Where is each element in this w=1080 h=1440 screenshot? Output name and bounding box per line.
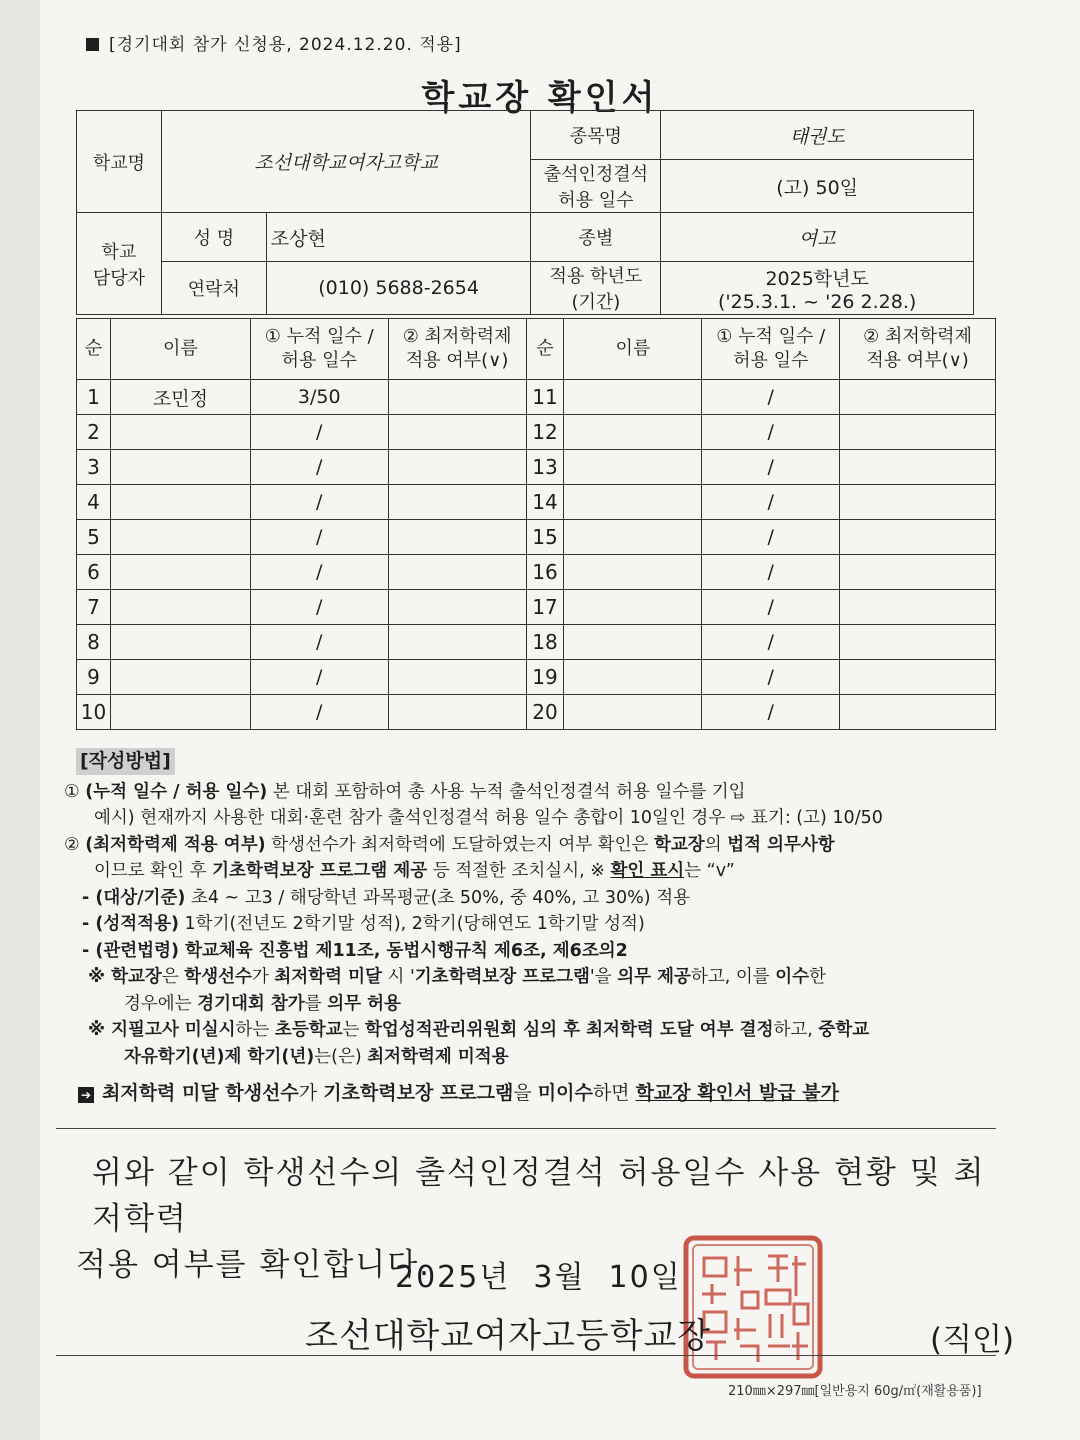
row-check	[388, 590, 526, 625]
signer-name: 조선대학교여자고등학교장	[305, 1316, 712, 1356]
row-check	[840, 660, 996, 695]
note-2-line2: 자유학기(년)제 학기(년)는(은) 최저학력제 미적용	[124, 1046, 509, 1067]
row-number: 12	[526, 415, 564, 450]
row-name	[110, 625, 250, 660]
division-label: 종별	[531, 213, 661, 262]
row-days: /	[702, 415, 840, 450]
contact-value: (010) 5688-2654	[266, 262, 531, 315]
seal-label: (직인)	[930, 1322, 1015, 1358]
row-name	[564, 415, 702, 450]
instruction-1-example: 예시) 현재까지 사용한 대회·훈련 참가 출석인정결석 허용 일수 총합이 10일인 경우 ⇨ 표기: (고) 10/50	[94, 808, 883, 828]
col-name: 이름	[110, 319, 250, 380]
row-number: 9	[77, 660, 111, 695]
row-number: 19	[526, 660, 564, 695]
table-row	[77, 520, 996, 555]
year-value: 2025학년도 ('25.3.1. ~ '26 2.28.)	[661, 262, 974, 315]
instruction-2-line2: 이므로 확인 후 기초학력보장 프로그램 제공 등 적절한 조치실시, ※ 확인 표시는 “v”	[94, 861, 735, 881]
row-days: /	[702, 485, 840, 520]
row-number: 10	[77, 695, 111, 730]
row-check	[388, 695, 526, 730]
row-number: 8	[77, 625, 111, 660]
name-value: 조상현	[266, 213, 531, 262]
row-number: 1	[77, 380, 111, 415]
absence-label: 출석인정결석 허용 일수	[531, 160, 661, 213]
row-number: 7	[77, 590, 111, 625]
col-seq: 순	[526, 319, 564, 380]
row-days: /	[250, 520, 388, 555]
row-days: /	[702, 590, 840, 625]
bottom-divider	[56, 1355, 996, 1356]
row-number: 17	[526, 590, 564, 625]
row-number: 6	[77, 555, 111, 590]
row-days: /	[702, 625, 840, 660]
row-name	[564, 555, 702, 590]
roster-header-row	[77, 319, 996, 380]
row-name: 조민정	[110, 380, 250, 415]
division-value: 여고	[661, 213, 974, 262]
info-table	[76, 110, 974, 315]
row-number: 4	[77, 485, 111, 520]
table-row	[77, 660, 996, 695]
row-check	[388, 450, 526, 485]
final-note: ➔ 최저학력 미달 학생선수가 기초학력보장 프로그램을 미이수하면 학교장 확인서 발급 불가	[64, 1080, 1014, 1107]
instructions-tag: [작성방법]	[76, 748, 175, 775]
row-name	[110, 590, 250, 625]
row-name	[564, 380, 702, 415]
row-check	[840, 555, 996, 590]
table-row	[77, 590, 996, 625]
manager-label: 학교 담당자	[77, 213, 162, 315]
table-row	[77, 415, 996, 450]
row-days: /	[250, 555, 388, 590]
row-number: 18	[526, 625, 564, 660]
note-1: ※ 학교장은 학생선수가 최저학력 미달 시 '기초학력보장 프로그램'을 의무 제공하고, 이를 이수한	[88, 967, 826, 987]
row-name	[110, 660, 250, 695]
paper-spec-footer: 210㎜×297㎜[일반용지 60g/㎡(재활용품)]	[728, 1384, 982, 1399]
year-label: 적용 학년도 (기간)	[531, 262, 661, 315]
table-row	[77, 695, 996, 730]
header-note: [경기대회 참가 신청용, 2024.12.20. 적용]	[86, 30, 462, 55]
row-number: 16	[526, 555, 564, 590]
roster-table	[76, 318, 996, 730]
contact-label: 연락처	[161, 262, 266, 315]
row-days: /	[702, 695, 840, 730]
row-number: 5	[77, 520, 111, 555]
row-days: /	[250, 625, 388, 660]
row-check	[840, 380, 996, 415]
row-days: /	[702, 555, 840, 590]
detail-target: - (대상/기준) 초4 ~ 고3 / 해당학년 과목평균(초 50%, 중 40%, 고 30%) 적용	[82, 887, 690, 908]
instructions	[64, 748, 1014, 1107]
official-seal-icon	[682, 1234, 824, 1380]
row-check	[388, 380, 526, 415]
row-name	[564, 450, 702, 485]
row-name	[110, 520, 250, 555]
row-name	[564, 520, 702, 555]
confirmation-statement: 위와 같이 학생선수의 출석인정결석 허용일수 사용 현황 및 최저학력 적용 여부를 확인합니다.	[76, 1155, 986, 1283]
row-check	[388, 555, 526, 590]
note-1-line2: 경우에는 경기대회 참가를 의무 허용	[124, 993, 401, 1014]
row-number: 2	[77, 415, 111, 450]
row-days: /	[250, 450, 388, 485]
col-check: ② 최저학력제 적용 여부(∨)	[388, 319, 526, 380]
row-check	[388, 415, 526, 450]
row-name	[110, 450, 250, 485]
row-number: 13	[526, 450, 564, 485]
table-row	[77, 555, 996, 590]
row-check	[388, 625, 526, 660]
event-label: 종목명	[531, 111, 661, 160]
row-name	[564, 660, 702, 695]
row-check	[388, 520, 526, 555]
row-name	[110, 695, 250, 730]
col-check: ② 최저학력제 적용 여부(∨)	[840, 319, 996, 380]
row-check	[840, 695, 996, 730]
name-label: 성 명	[161, 213, 266, 262]
table-row	[77, 450, 996, 485]
arrow-box-icon: ➔	[78, 1087, 94, 1103]
row-name	[564, 485, 702, 520]
row-check	[388, 485, 526, 520]
row-days: /	[702, 660, 840, 695]
row-check	[840, 415, 996, 450]
school-name: 조선대학교여자고학교	[161, 111, 531, 213]
row-number: 3	[77, 450, 111, 485]
row-check	[840, 485, 996, 520]
document-title: 학교장 확인서	[421, 78, 659, 118]
table-row	[77, 485, 996, 520]
square-bullet-icon	[86, 38, 99, 51]
issue-date: 2025년 3월 10일	[395, 1260, 682, 1295]
table-row	[77, 625, 996, 660]
row-check	[840, 520, 996, 555]
divider	[56, 1128, 996, 1129]
row-days: /	[702, 380, 840, 415]
table-row	[77, 380, 996, 415]
detail-law: - (관련법령) 학교체육 진흥법 제11조, 동법시행규칙 제6조, 제6조의2	[82, 940, 628, 961]
row-check	[840, 590, 996, 625]
row-days: /	[250, 485, 388, 520]
row-name	[110, 555, 250, 590]
row-name	[564, 625, 702, 660]
row-days: /	[250, 415, 388, 450]
row-days: /	[702, 520, 840, 555]
instruction-1: ① (누적 일수 / 허용 일수) 본 대회 포함하여 총 사용 누적 출석인정결석 허용 일수를 기입	[64, 781, 746, 802]
row-days: /	[250, 660, 388, 695]
absence-value: (고) 50일	[661, 160, 974, 213]
col-days: ① 누적 일수 / 허용 일수	[250, 319, 388, 380]
row-number: 11	[526, 380, 564, 415]
row-number: 14	[526, 485, 564, 520]
row-days: 3/50	[250, 380, 388, 415]
row-days: /	[702, 450, 840, 485]
row-number: 15	[526, 520, 564, 555]
instruction-2: ② (최저학력제 적용 여부) 학생선수가 최저학력에 도달하였는지 여부 확인은 학교장의 법적 의무사항	[64, 834, 835, 855]
col-seq: 순	[77, 319, 111, 380]
row-days: /	[250, 695, 388, 730]
detail-grades: - (성적적용) 1학기(전년도 2학기말 성적), 2학기(당해연도 1학기말 성적)	[82, 914, 645, 934]
row-number: 20	[526, 695, 564, 730]
row-check	[840, 450, 996, 485]
school-label: 학교명	[77, 111, 162, 213]
note-2: ※ 지필고사 미실시하는 초등학교는 학업성적관리위원회 심의 후 최저학력 도달 여부 결정하고, 중학교	[88, 1020, 870, 1040]
row-name	[564, 695, 702, 730]
row-name	[110, 415, 250, 450]
col-name: 이름	[564, 319, 702, 380]
col-days: ① 누적 일수 / 허용 일수	[702, 319, 840, 380]
row-check	[388, 660, 526, 695]
row-check	[840, 625, 996, 660]
row-name	[110, 485, 250, 520]
row-days: /	[250, 590, 388, 625]
event-value: 태권도	[661, 111, 974, 160]
row-name	[564, 590, 702, 625]
